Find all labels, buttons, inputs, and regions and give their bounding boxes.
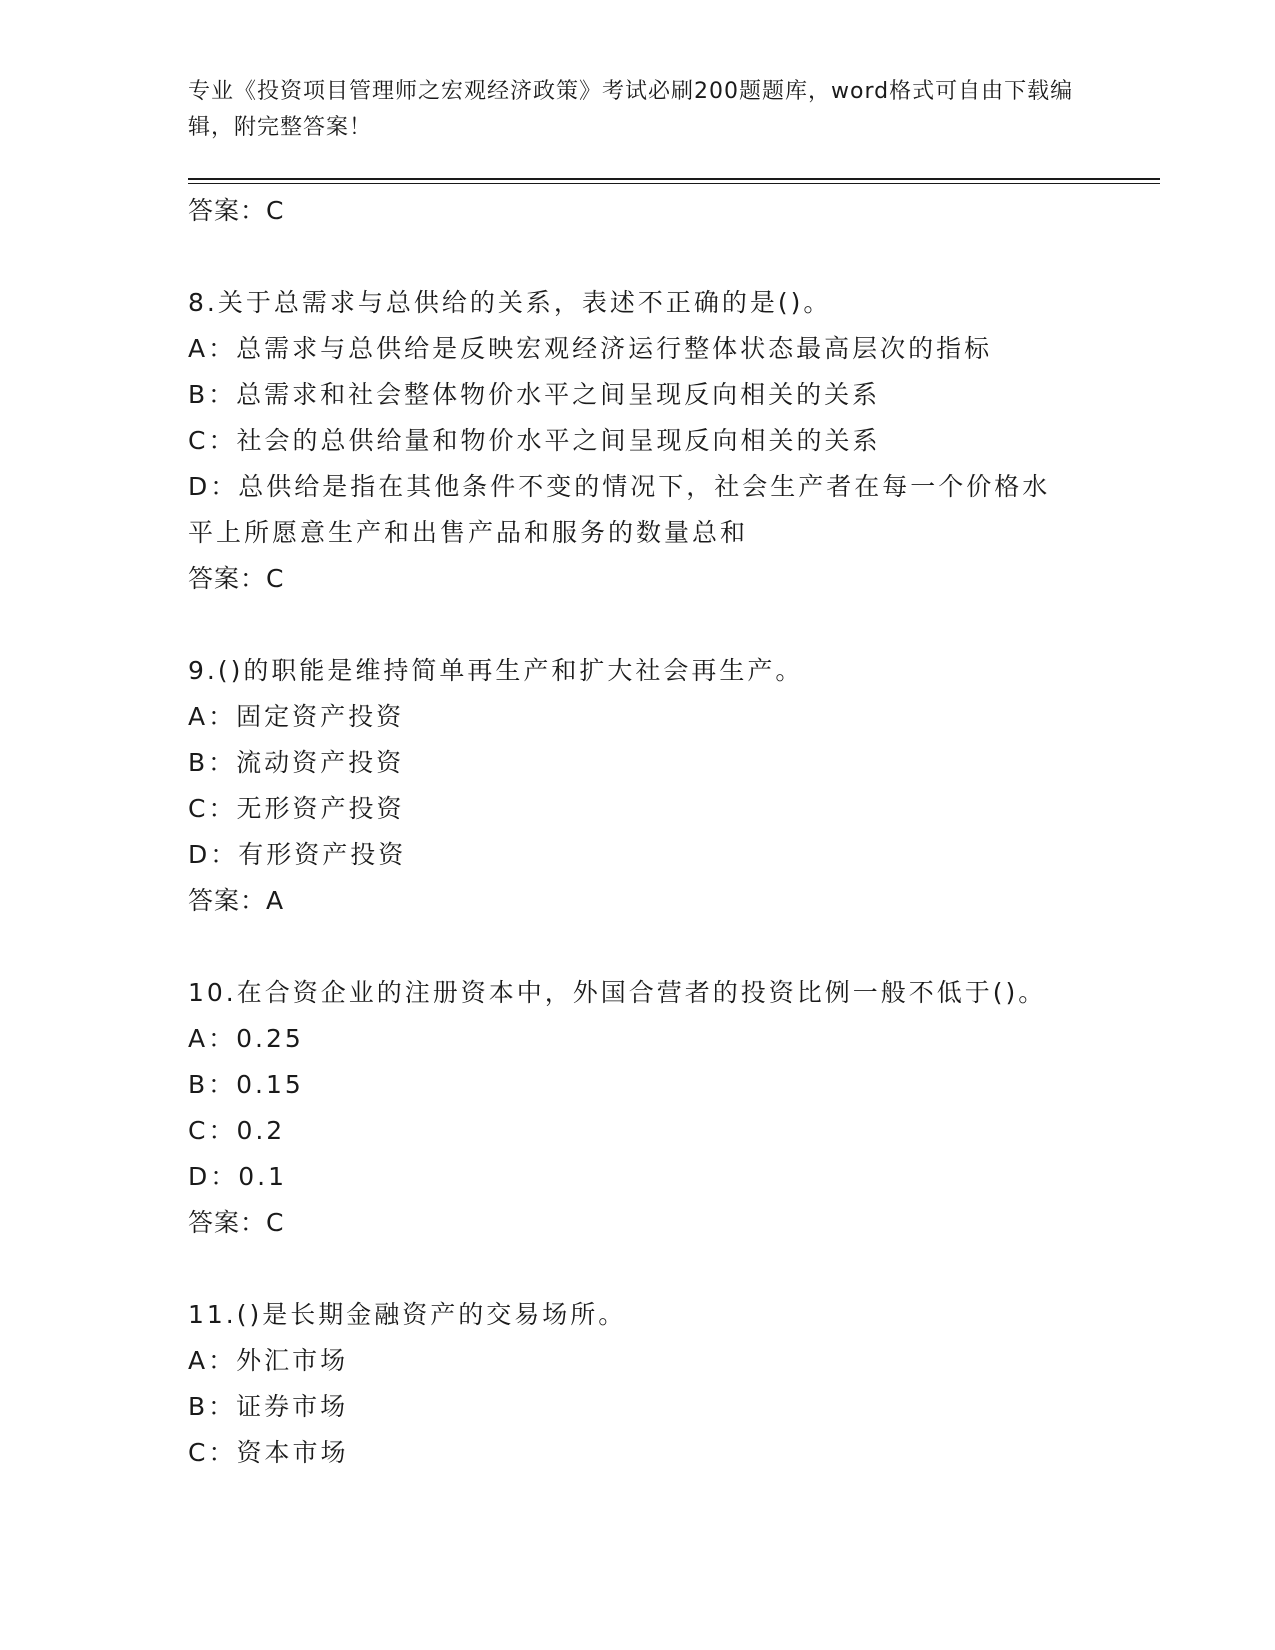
spacer xyxy=(188,602,1088,648)
question-text: 10.在合资企业的注册资本中，外国合营者的投资比例一般不低于()。 xyxy=(188,978,1047,1007)
option-a: A：0.25 xyxy=(188,1024,304,1053)
question-list xyxy=(188,188,1088,1476)
option-b: B：0.15 xyxy=(188,1070,304,1099)
spacer xyxy=(188,924,1088,970)
option-b: B：证券市场 xyxy=(188,1392,349,1421)
question-block-10 xyxy=(188,970,1088,1246)
option-d: D：0.1 xyxy=(188,1162,288,1191)
answer-q10: 答案：C xyxy=(188,1208,285,1237)
answer-q8: 答案：C xyxy=(188,564,285,593)
option-a: A：总需求与总供给是反映宏观经济运行整体状态最高层次的指标 xyxy=(188,334,993,363)
spacer xyxy=(188,1246,1088,1292)
option-c: C：社会的总供给量和物价水平之间呈现反向相关的关系 xyxy=(188,426,881,455)
question-text: 11.()是长期金融资产的交易场所。 xyxy=(188,1300,627,1329)
question-block-9 xyxy=(188,648,1088,924)
spacer xyxy=(188,234,1088,280)
answer-q7: 答案：C xyxy=(188,196,285,225)
option-d: D：有形资产投资 xyxy=(188,840,407,869)
option-b: B：流动资产投资 xyxy=(188,748,405,777)
option-c: C：资本市场 xyxy=(188,1438,349,1467)
option-d: D：总供给是指在其他条件不变的情况下，社会生产者在每一个价格水 xyxy=(188,472,1051,501)
option-a: A：固定资产投资 xyxy=(188,702,405,731)
option-a: A：外汇市场 xyxy=(188,1346,349,1375)
option-c: C：0.2 xyxy=(188,1116,286,1145)
option-c: C：无形资产投资 xyxy=(188,794,405,823)
option-b: B：总需求和社会整体物价水平之间呈现反向相关的关系 xyxy=(188,380,881,409)
question-block-8 xyxy=(188,280,1088,602)
question-text: 9.()的职能是维持简单再生产和扩大社会再生产。 xyxy=(188,656,804,685)
answer-q9: 答案：A xyxy=(188,886,285,915)
question-text: 8.关于总需求与总供给的关系，表述不正确的是()。 xyxy=(188,288,832,317)
header-rule-thin xyxy=(188,183,1160,184)
document-header: 专业《投资项目管理师之宏观经济政策》考试必刷200题题库，word格式可自由下载编辑，附完整答案！ xyxy=(188,79,1074,140)
header-rule-thick xyxy=(188,178,1160,180)
option-d-continued: 平上所愿意生产和出售产品和服务的数量总和 xyxy=(188,518,749,547)
question-block-11 xyxy=(188,1292,1088,1476)
